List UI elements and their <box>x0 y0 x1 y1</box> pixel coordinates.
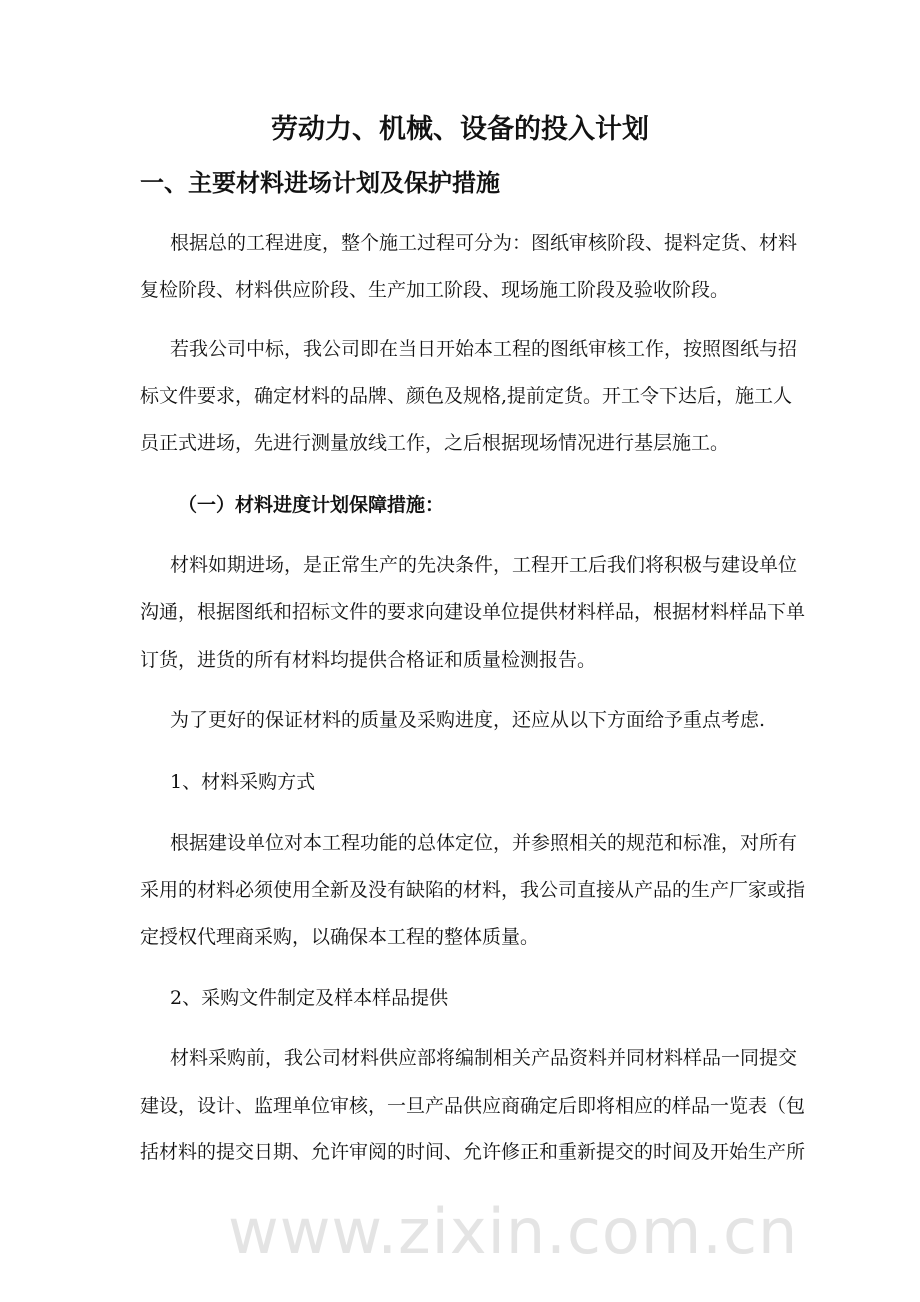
paragraph-line: 根据建设单位对本工程功能的总体定位，并参照相关的规范和标准，对所有 <box>170 832 798 854</box>
paragraph-line: 采用的材料必须使用全新及没有缺陷的材料，我公司直接从产品的生产厂家或指 <box>140 879 806 901</box>
paragraph-line: 定授权代理商采购，以确保本工程的整体质量。 <box>140 926 540 948</box>
paragraph-line: 1、材料采购方式 <box>170 771 316 793</box>
watermark: www.zixin.com.cn <box>228 1195 799 1268</box>
paragraph-line: 标文件要求，确定材料的品牌、颜色及规格,提前定货。开工令下达后，施工人 <box>140 385 793 407</box>
paragraph-line: 括材料的提交日期、允许审阅的时间、允许修正和重新提交的时间及开始生产所 <box>140 1141 806 1163</box>
paragraph-line: 订货，进货的所有材料均提供合格证和质量检测报告。 <box>140 649 597 671</box>
paragraph-line: 建设，设计、监理单位审核，一旦产品供应商确定后即将相应的样品一览表（包 <box>140 1095 806 1117</box>
document-title: 劳动力、机械、设备的投入计划 <box>271 114 649 145</box>
paragraph-line: 复检阶段、材料供应阶段、生产加工阶段、现场施工阶段及验收阶段。 <box>140 279 730 301</box>
paragraph-line: 材料采购前，我公司材料供应部将编制相关产品资料并同材料样品一同提交 <box>170 1047 798 1069</box>
paragraph-line: 若我公司中标，我公司即在当日开始本工程的图纸审核工作，按照图纸与招 <box>170 338 798 360</box>
paragraph-line: 根据总的工程进度，整个施工过程可分为：图纸审核阶段、提料定货、材料 <box>170 232 798 254</box>
paragraph-line: 沟通，根据图纸和招标文件的要求向建设单位提供材料样品，根据材料样品下单 <box>140 601 806 623</box>
subsection-heading: （一）材料进度计划保障措施： <box>178 494 445 516</box>
paragraph-line: 2、采购文件制定及样本样品提供 <box>170 987 449 1009</box>
paragraph-line: 员正式进场，先进行测量放线工作，之后根据现场情况进行基层施工。 <box>140 432 730 454</box>
paragraph-line: 为了更好的保证材料的质量及采购进度，还应从以下方面给予重点考虑. <box>170 709 766 731</box>
paragraph-line: 材料如期进场，是正常生产的先决条件，工程开工后我们将积极与建设单位 <box>170 554 798 576</box>
section-heading: 一、主要材料进场计划及保护措施 <box>140 169 500 197</box>
